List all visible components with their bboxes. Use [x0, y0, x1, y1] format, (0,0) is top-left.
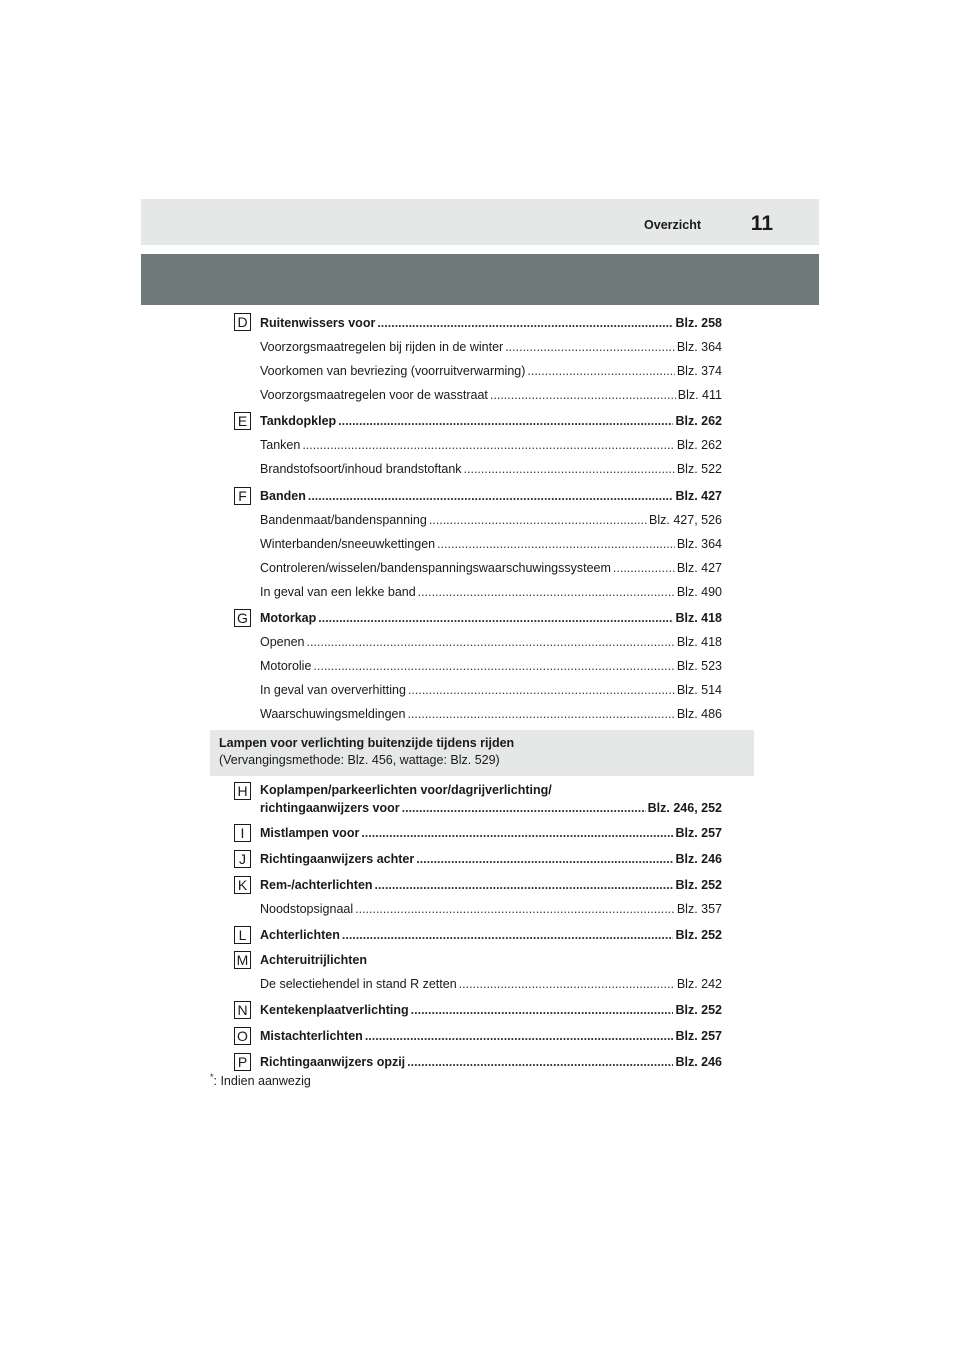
page-ref: Blz. 246 — [675, 852, 722, 866]
entry-label-line1: Koplampen/parkeerlichten voor/dagrijverlichting/ — [260, 783, 552, 797]
entry-label: Richtingaanwijzers opzij — [260, 1055, 406, 1069]
page-ref: Blz. 252 — [675, 928, 722, 942]
leader-dots — [464, 460, 675, 478]
toc-entry[interactable] — [260, 799, 722, 817]
leader-dots — [613, 559, 675, 577]
toc-subentry[interactable] — [260, 338, 722, 356]
page-ref: Blz. 246, 252 — [647, 801, 722, 815]
leader-dots — [338, 412, 673, 430]
page-ref: Blz. 514 — [676, 683, 722, 697]
page-ref: Blz. 364 — [676, 537, 722, 551]
footnote-marker: * — [210, 1072, 214, 1082]
page-ref: Blz. 364 — [676, 340, 722, 354]
entry-label: Rem-/achterlichten — [260, 878, 373, 892]
toc-subentry[interactable] — [260, 362, 722, 380]
toc-entry[interactable] — [260, 487, 722, 505]
page-ref: Blz. 252 — [675, 1003, 722, 1017]
toc-subentry[interactable] — [260, 511, 722, 529]
leader-dots — [527, 362, 674, 380]
page-ref: Blz. 374 — [676, 364, 722, 378]
leader-dots — [361, 824, 673, 842]
page-ref: Blz. 357 — [676, 902, 722, 916]
toc-entry[interactable] — [260, 1053, 722, 1071]
header-band — [141, 254, 819, 305]
entry-label: Motorkap — [260, 611, 317, 625]
leader-dots — [355, 900, 675, 918]
letter-box-f: F — [234, 487, 251, 505]
entry-label: In geval van een lekke band — [260, 585, 416, 599]
footnote — [210, 1072, 311, 1088]
section-title: Overzicht — [644, 218, 701, 232]
toc-subentry[interactable] — [260, 633, 722, 651]
page-header — [141, 199, 819, 245]
entry-label: Bandenmaat/bandenspanning — [260, 513, 427, 527]
leader-dots — [308, 487, 674, 505]
entry-label: Achterlichten — [260, 928, 340, 942]
entry-label: Kentekenplaatverlichting — [260, 1003, 409, 1017]
letter-box-g: G — [234, 609, 251, 627]
page-ref: Blz. 490 — [676, 585, 722, 599]
toc-entry[interactable] — [260, 824, 722, 842]
toc-subentry[interactable] — [260, 975, 722, 993]
letter-box-o: O — [234, 1027, 251, 1045]
leader-dots — [375, 876, 674, 894]
page-ref: Blz. 258 — [675, 316, 722, 330]
entry-label: Motorolie — [260, 659, 312, 673]
entry-label: Tankdopklep — [260, 414, 337, 428]
entry-label: Tanken — [260, 438, 301, 452]
leader-dots — [459, 975, 675, 993]
entry-label: Waarschuwingsmeldingen — [260, 707, 406, 721]
page-ref: Blz. 262 — [676, 438, 722, 452]
entry-label: richtingaanwijzers voor — [260, 801, 400, 815]
entry-label: Voorzorgsmaatregelen bij rijden in de winter — [260, 340, 504, 354]
leader-dots — [429, 511, 647, 529]
entry-label: Winterbanden/sneeuwkettingen — [260, 537, 436, 551]
entry-label: In geval van oververhitting — [260, 683, 406, 697]
toc-subentry[interactable] — [260, 386, 722, 404]
toc-subentry[interactable] — [260, 705, 722, 723]
letter-box-l: L — [234, 926, 251, 944]
toc-entry[interactable] — [260, 926, 722, 944]
toc-subentry[interactable] — [260, 535, 722, 553]
entry-label: Mistachterlichten — [260, 1029, 363, 1043]
page-ref: Blz. 523 — [676, 659, 722, 673]
leader-dots — [490, 386, 676, 404]
entry-label: Voorzorgsmaatregelen voor de wasstraat — [260, 388, 488, 402]
page-ref: Blz. 522 — [676, 462, 722, 476]
leader-dots — [437, 535, 675, 553]
entry-label: Brandstofsoort/inhoud brandstoftank — [260, 462, 462, 476]
entry-label: Voorkomen van bevriezing (voorruitverwarming) — [260, 364, 526, 378]
leader-dots — [313, 657, 674, 675]
leader-dots — [407, 705, 674, 723]
entry-label: Mistlampen voor — [260, 826, 360, 840]
footnote-text: : Indien aanwezig — [213, 1074, 311, 1089]
leader-dots — [407, 1053, 673, 1071]
leader-dots — [416, 850, 673, 868]
toc-subentry[interactable] — [260, 900, 722, 918]
toc-entry[interactable] — [260, 1027, 722, 1045]
toc-subentry[interactable] — [260, 681, 722, 699]
page-ref: Blz. 427, 526 — [649, 513, 722, 527]
entry-label-heading: Achteruitrijlichten — [260, 953, 367, 967]
page-ref: Blz. 257 — [675, 826, 722, 840]
page-ref: Blz. 246 — [675, 1055, 722, 1069]
leader-dots — [318, 609, 673, 627]
letter-box-k: K — [234, 876, 251, 894]
leader-dots — [306, 633, 674, 651]
entry-label: Banden — [260, 489, 306, 503]
letter-box-m: M — [234, 951, 251, 969]
page-ref: Blz. 242 — [676, 977, 722, 991]
letter-box-h: H — [234, 782, 251, 800]
leader-dots — [377, 314, 673, 332]
entry-label: Controleren/wisselen/bandenspanningswaarschuwingssysteem — [260, 561, 611, 575]
page-ref: Blz. 418 — [676, 635, 722, 649]
page-number: 11 — [750, 212, 773, 235]
leader-dots — [365, 1027, 674, 1045]
toc-entry[interactable] — [260, 609, 722, 627]
toc-subentry[interactable] — [260, 657, 722, 675]
page-ref: Blz. 427 — [676, 561, 722, 575]
letter-box-n: N — [234, 1001, 251, 1019]
toc-subentry[interactable] — [260, 559, 722, 577]
page-ref: Blz. 411 — [677, 388, 722, 402]
leader-dots — [408, 681, 675, 699]
entry-label: Ruitenwissers voor — [260, 316, 376, 330]
letter-box-j: J — [234, 850, 251, 868]
letter-box-i: I — [234, 824, 251, 842]
entry-label: De selectiehendel in stand R zetten — [260, 977, 457, 991]
toc-entry[interactable] — [260, 850, 722, 868]
entry-label: Richtingaanwijzers achter — [260, 852, 415, 866]
letter-box-d: D — [234, 313, 251, 331]
leader-dots — [302, 436, 675, 454]
letter-box-e: E — [234, 412, 251, 430]
entry-label: Openen — [260, 635, 305, 649]
page-ref: Blz. 486 — [676, 707, 722, 721]
leader-dots — [411, 1001, 674, 1019]
page-ref: Blz. 427 — [675, 489, 722, 503]
leader-dots — [505, 338, 675, 356]
leader-dots — [418, 583, 675, 601]
toc-subentry[interactable] — [260, 460, 722, 478]
entry-label: Noodstopsignaal — [260, 902, 354, 916]
page-ref: Blz. 257 — [675, 1029, 722, 1043]
letter-box-p: P — [234, 1053, 251, 1071]
toc-entry[interactable] — [260, 876, 722, 894]
leader-dots — [342, 926, 674, 944]
lamp-section-box — [210, 730, 754, 776]
leader-dots — [402, 799, 646, 817]
lamp-section-title: Lampen voor verlichting buitenzijde tijdens rijden — [219, 736, 515, 750]
toc-entry[interactable] — [260, 1001, 722, 1019]
page-ref: Blz. 262 — [675, 414, 722, 428]
lamp-section-subtitle: (Vervangingsmethode: Blz. 456, wattage: Blz. 529) — [219, 753, 500, 767]
toc-subentry[interactable] — [260, 436, 722, 454]
page-ref: Blz. 252 — [675, 878, 722, 892]
toc-entry[interactable] — [260, 412, 722, 430]
toc-entry[interactable] — [260, 314, 722, 332]
toc-subentry[interactable] — [260, 583, 722, 601]
page-ref: Blz. 418 — [675, 611, 722, 625]
